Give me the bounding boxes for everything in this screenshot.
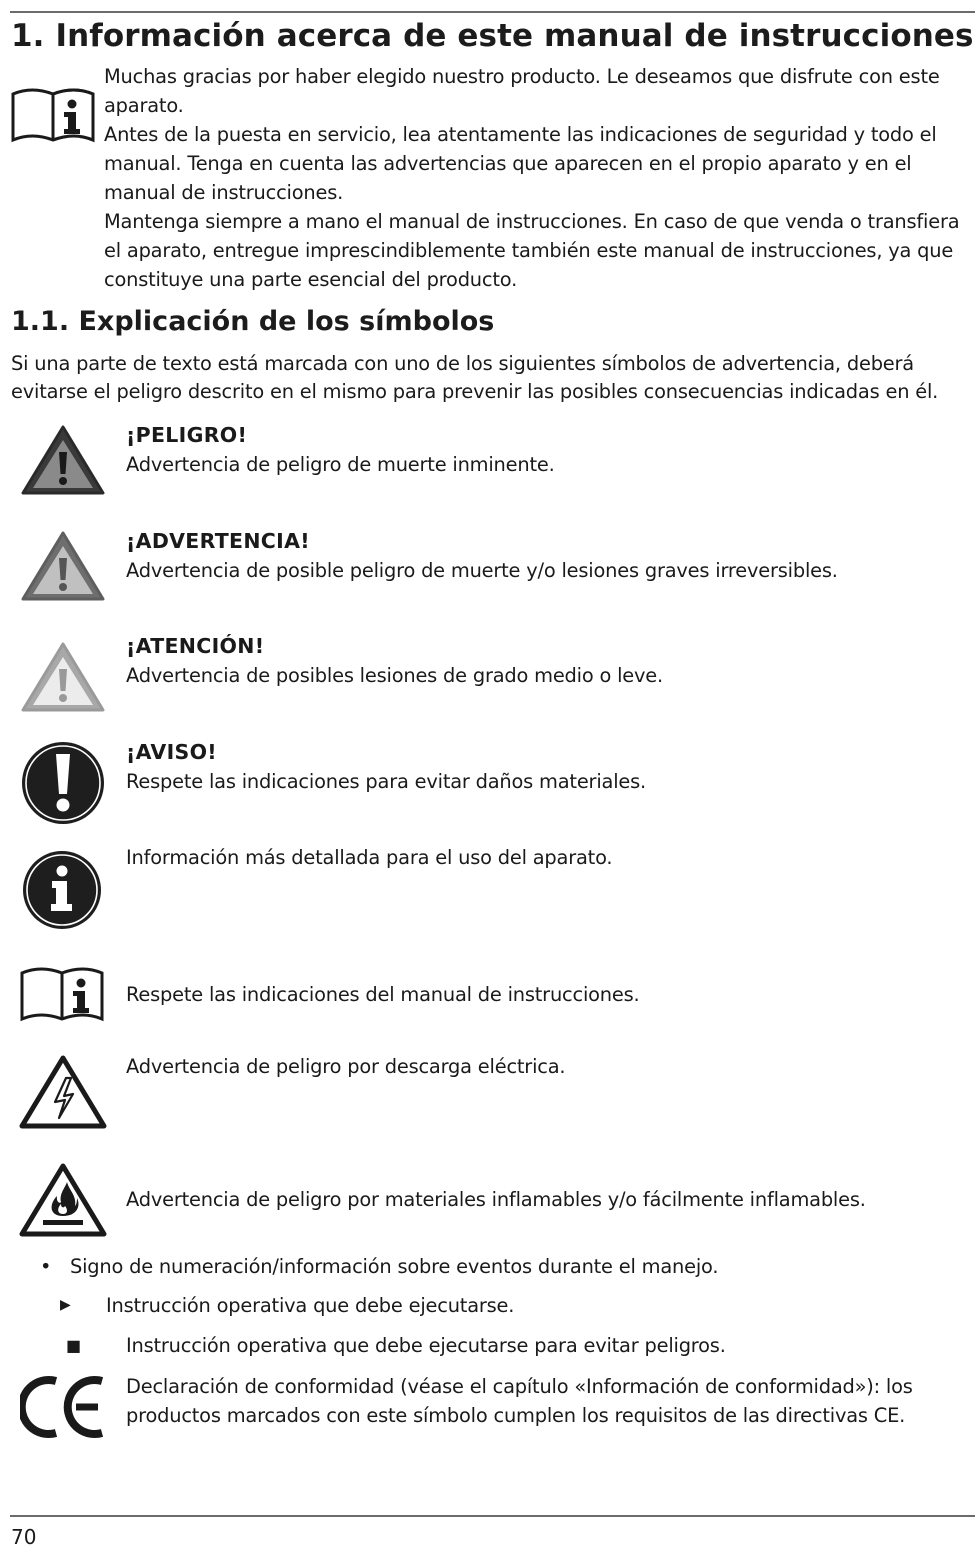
top-rule: [10, 11, 975, 13]
manual-book-icon: [19, 963, 105, 1025]
bullet-text: Instrucción operativa que debe ejecutarse.: [106, 1294, 515, 1317]
warning-triangle-icon: [20, 530, 106, 602]
intro-text: [104, 62, 970, 294]
symbol-description: Advertencia de peligro por materiales inflamables y/o fácilmente inflamables.: [126, 1188, 866, 1211]
exclamation-circle-icon: [20, 740, 106, 826]
symbol-description: Advertencia de posible peligro de muerte y/o lesiones graves irreversibles.: [126, 559, 838, 582]
bullet-text: Instrucción operativa que debe ejecutarse para evitar peligros.: [126, 1334, 726, 1357]
symbol-description: Respete las indicaciones del manual de instrucciones.: [126, 983, 640, 1006]
symbol-entry: [126, 738, 966, 796]
ce-description: Declaración de conformidad (véase el capítulo «Información de conformidad»): los productos marcados con este símbolo cumplen los requisitos de las directivas CE.: [126, 1375, 913, 1427]
symbol-title: ¡AVISO!: [126, 740, 217, 764]
flammable-icon: [19, 1162, 107, 1238]
intro-paragraph: Mantenga siempre a mano el manual de instrucciones. En caso de que venda o transfiera el aparato, entregue imprescindiblemente también este manual de instrucciones, ya que constituye una parte esencial del producto.: [104, 210, 960, 291]
info-circle-icon: [21, 849, 103, 931]
page-number: 70: [11, 1525, 37, 1549]
symbol-title: ¡ADVERTENCIA!: [126, 529, 310, 553]
symbol-description: Información más detallada para el uso del aparato.: [126, 846, 613, 869]
arrow-marker: ▶: [60, 1297, 71, 1313]
danger-triangle-icon: [20, 424, 106, 496]
symbol-entry: [126, 421, 966, 479]
symbol-description: Advertencia de peligro por descarga eléctrica.: [126, 1055, 566, 1078]
bullet-marker: •: [40, 1255, 52, 1278]
intro-paragraph: Muchas gracias por haber elegido nuestro producto. Le deseamos que disfrute con este aparato.: [104, 65, 940, 117]
symbol-description: Advertencia de posibles lesiones de grado medio o leve.: [126, 664, 663, 687]
subsection-title: 1.1. Explicación de los símbolos: [11, 306, 495, 337]
ce-mark-icon: [20, 1375, 108, 1439]
manual-book-icon: [10, 84, 96, 146]
bottom-rule: [10, 1515, 975, 1517]
bullet-text: Signo de numeración/información sobre eventos durante el manejo.: [70, 1255, 719, 1278]
symbol-entry: [126, 632, 966, 690]
symbol-title: ¡ATENCIÓN!: [126, 634, 265, 658]
symbol-description: Advertencia de peligro de muerte inminente.: [126, 453, 555, 476]
symbol-description: Respete las indicaciones para evitar daños materiales.: [126, 770, 646, 793]
electric-shock-icon: [19, 1054, 107, 1130]
section-title: 1. Información acerca de este manual de instrucciones: [11, 18, 974, 54]
intro-paragraph: Antes de la puesta en servicio, lea atentamente las indicaciones de seguridad y todo el manual. Tenga en cuenta las advertencias que aparecen en el propio aparato y en el manual de instrucciones.: [104, 123, 937, 204]
square-marker: ■: [66, 1336, 81, 1355]
subsection-intro: Si una parte de texto está marcada con uno de los siguientes símbolos de advertencia, deberá evitarse el peligro descrito en el mismo para prevenir las posibles consecuencias indicadas en él.: [11, 352, 939, 403]
symbol-title: ¡PELIGRO!: [126, 423, 248, 447]
caution-triangle-icon: [20, 641, 106, 713]
symbol-entry: [126, 527, 966, 585]
